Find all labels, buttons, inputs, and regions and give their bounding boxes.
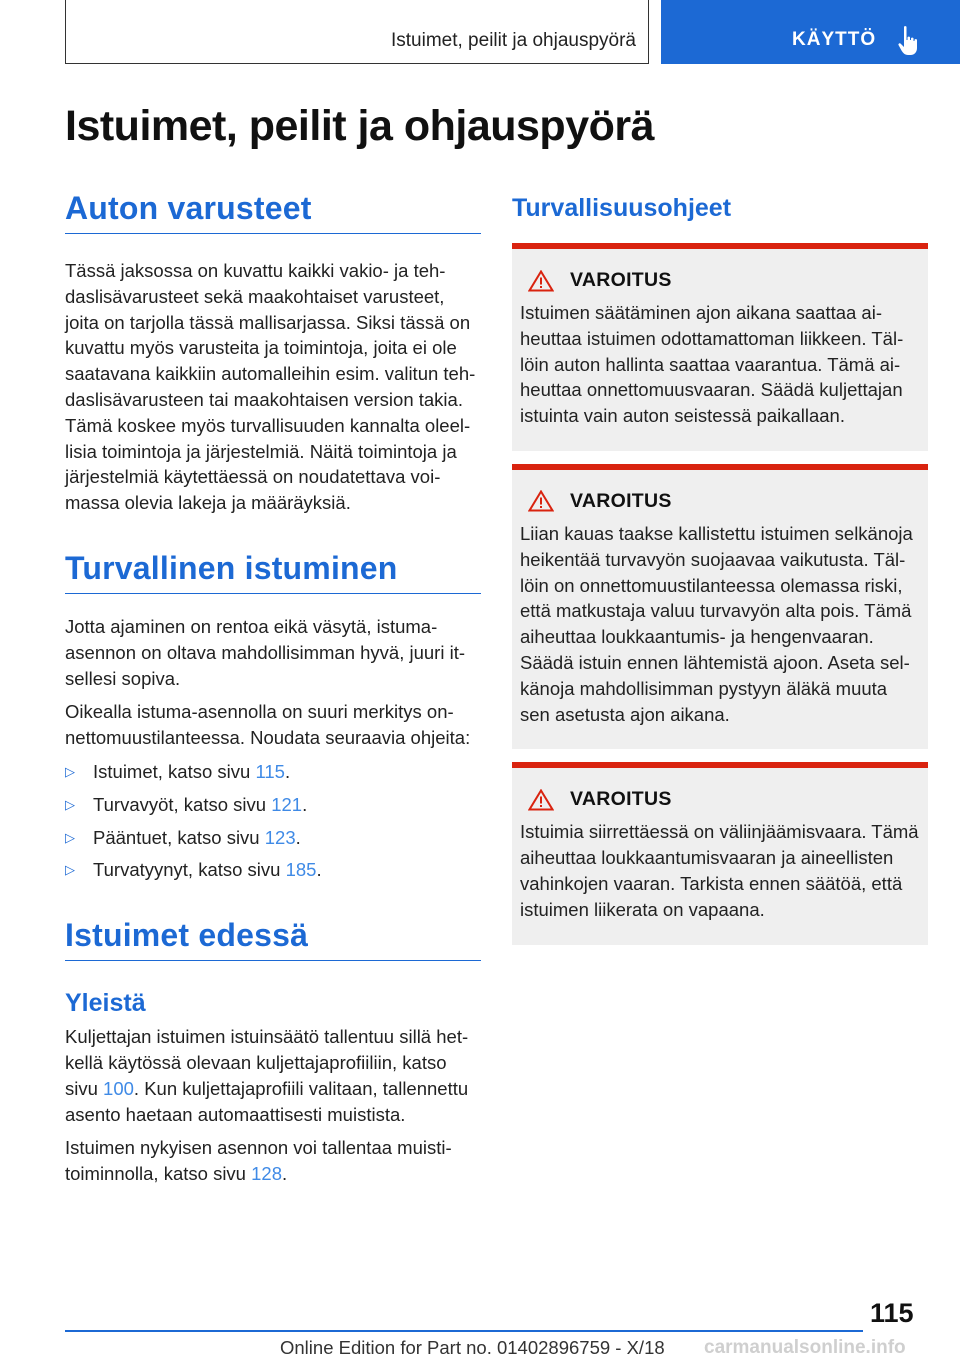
triangle-bullet-icon: ▷ <box>65 763 75 779</box>
page-link[interactable]: 121 <box>271 793 303 815</box>
warning-box <box>512 464 928 749</box>
triangle-bullet-icon: ▷ <box>65 829 75 845</box>
list-item <box>65 792 481 818</box>
page-title: Istuimet, peilit ja ohjauspyörä <box>65 102 655 150</box>
yleista-p2 <box>65 1135 481 1187</box>
page-link[interactable]: 123 <box>264 826 296 848</box>
heading-turvallisuusohjeet: Turvallisuusohjeet <box>512 194 732 222</box>
yleista-p2-text: Istuimen nykyisen asennon voi tallentaa muistitoiminnolla, katso sivu <box>65 1137 452 1185</box>
heading-istuimet-edessa: Istuimet edessä <box>65 917 481 961</box>
list-item-text: Turvatyynyt, katso sivu <box>93 859 286 881</box>
warning-label: VAROITUS <box>570 489 672 512</box>
list-item <box>65 857 481 883</box>
warning-text: Istuimen säätäminen ajon aikana saattaa aiheuttaa istuimen odottamattoman liikkeen. Tällöin auton hallinta saattaa vaarantua. Tämä aiheuttaa onnettomuusvaaran. Säädä kuljettajan istuinta vain auton seistessä paikallaan. <box>520 302 904 427</box>
header-tab[interactable] <box>661 0 960 64</box>
page-link[interactable]: 115 <box>255 760 285 782</box>
triangle-bullet-icon: ▷ <box>65 862 75 878</box>
warning-triangle-icon <box>528 270 554 292</box>
warning-box <box>512 762 928 944</box>
turvallinen-istuminen-p1: Jotta ajaminen on rentoa eikä väsytä, istuma-asennon on oltava mahdollisimman hyvä, juuri itsellesi sopiva. <box>65 615 466 689</box>
yleista-p1 <box>65 1024 481 1127</box>
turvallinen-istuminen-p2: Oikealla istuma-asennolla on suuri merkitys onnettomuustilanteessa. Noudata seuraavia ohjeita: <box>65 701 471 749</box>
list-item-text: Istuimet, katso sivu <box>93 760 256 782</box>
right-column <box>512 190 928 958</box>
list-item-end: . <box>316 859 322 881</box>
subheading-yleista: Yleistä <box>65 989 146 1018</box>
warning-triangle-icon <box>528 789 554 811</box>
list-item-end: . <box>284 760 291 782</box>
header-section-box <box>65 0 649 64</box>
warning-header <box>520 788 920 811</box>
warning-header <box>520 269 920 292</box>
page-link[interactable]: 100 <box>103 1077 134 1099</box>
heading-auton-varusteet: Auton varusteet <box>65 190 481 234</box>
warning-box <box>512 243 928 451</box>
page-link[interactable]: 185 <box>285 859 317 881</box>
footer-edition: Online Edition for Part no. 01402896759 - X/18 <box>280 1337 665 1358</box>
pointing-hand-icon <box>897 25 923 57</box>
warnings-list <box>512 243 928 945</box>
yleista-p2-text-end: . <box>282 1163 288 1185</box>
header-tab-label: KÄYTTÖ <box>792 29 877 50</box>
triangle-bullet-icon: ▷ <box>65 796 75 812</box>
page-link[interactable]: 128 <box>251 1163 282 1185</box>
auton-varusteet-body: Tässä jaksossa on kuvattu kaikki vakio- ja tehdaslisävarusteet sekä maakohtaiset varusteet, joita on tarjolla tässä mallisarjassa. Siksi tässä on kuvattu myös varusteita ja toimintoja, joita ei ole saatavana kaikkiin automalleihin esim. valitun tehdaslisävarusteen tai maakohtaisen version takia. Tämä koskee myös turvallisuuden kannalta oleellisia toimintoja ja järjestelmiä. Näitä toimintoja ja järjestelmiä käytettäessä on noudatettava voimassa olevia lakeja ja määräyksiä. <box>65 260 476 514</box>
yleista-p1-text: Kuljettajan istuimen istuinsäätö tallentuu sillä hetkellä käytössä olevaan kuljettajaprofiiliin, katso sivu <box>65 1026 469 1099</box>
warning-label: VAROITUS <box>570 788 672 811</box>
bullet-list <box>65 759 481 883</box>
left-column <box>65 190 481 1187</box>
warning-triangle-icon <box>528 490 554 512</box>
warning-label: VAROITUS <box>570 269 672 291</box>
list-item-end: . <box>295 826 301 848</box>
list-item-text: Turvavyöt, katso sivu <box>93 793 272 815</box>
watermark: carmanualsonline.info <box>704 1337 906 1358</box>
heading-turvallinen-istuminen: Turvallinen istuminen <box>65 550 481 594</box>
list-item <box>65 825 481 851</box>
yleista-p1-text-end: . Kun kuljettajaprofiili valitaan, tallennettu asento haetaan automaattisesti muistista. <box>65 1077 469 1125</box>
list-item-end: . <box>302 793 308 815</box>
list-item-text: Pääntuet, katso sivu <box>93 826 265 848</box>
footer-divider <box>65 1330 863 1332</box>
warning-text: Istuimia siirrettäessä on väliinjäämisvaara. Tämä aiheuttaa loukkaantumisvaaran ja aineellisten vahinkojen vaaran. Tarkista ennen säätöä, että istuimen liikerata on vapaana. <box>520 821 919 920</box>
list-item <box>65 759 481 785</box>
header-section-title: Istuimet, peilit ja ohjauspyörä <box>390 30 636 51</box>
page-number: 115 <box>870 1298 914 1328</box>
warning-header <box>520 490 920 513</box>
warning-text: Liian kauas taakse kallistettu istuimen selkänoja heikentää turvavyön suojaavaa vaikutusta. Tällöin on onnettomuustilanteessa olemassa riski, että matkustaja valuu turvavyön alta pois. Tämä aiheuttaa loukkaantumis- ja hengenvaaran. Säädä istuin ennen lähtemistä ajoon. Aseta selkänoja mahdollisimman pystyyn äläkä muuta sen asetusta ajon aikana. <box>520 522 913 725</box>
